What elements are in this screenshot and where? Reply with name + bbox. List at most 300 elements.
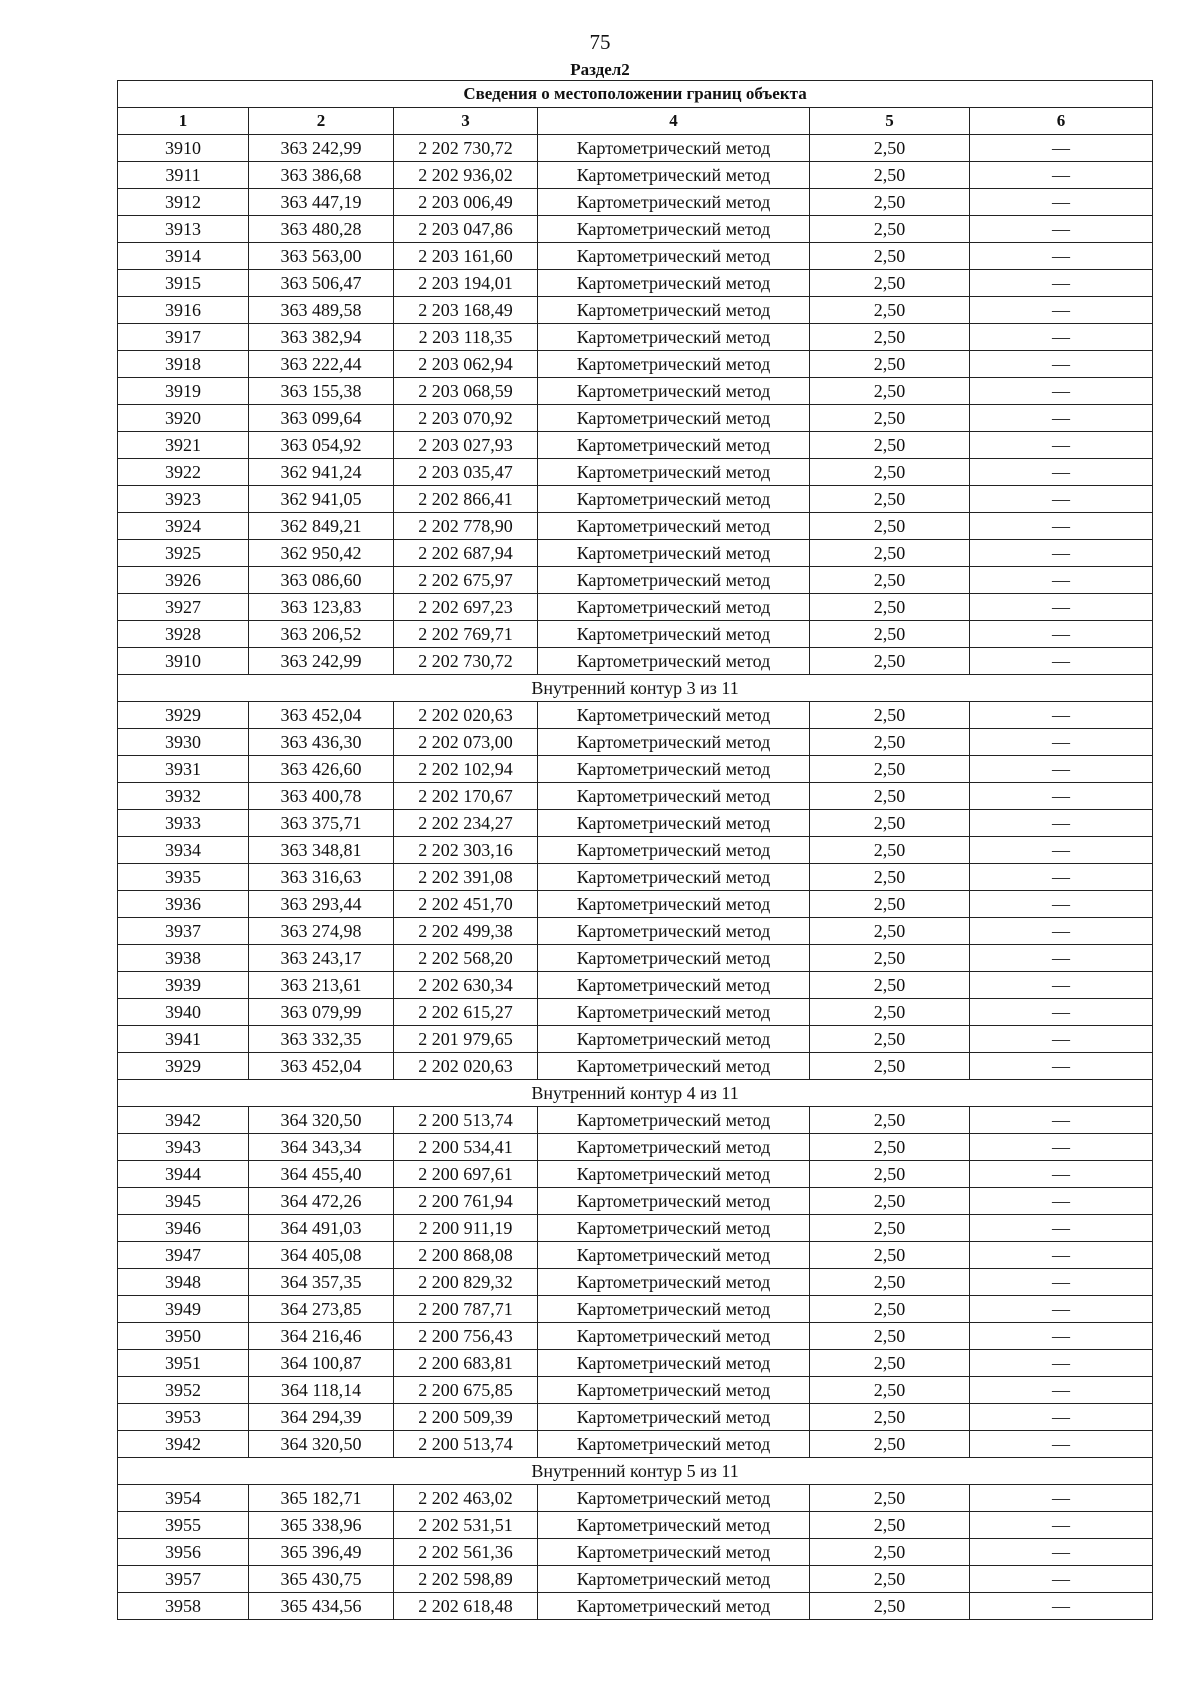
method-cell: Картометрический метод bbox=[538, 216, 810, 243]
table-row bbox=[118, 1161, 1153, 1188]
method-cell: Картометрический метод bbox=[538, 351, 810, 378]
description-cell: — bbox=[970, 1188, 1153, 1215]
coordinate-x-cell: 364 320,50 bbox=[249, 1431, 394, 1458]
description-cell: — bbox=[970, 756, 1153, 783]
coordinate-x-cell: 363 489,58 bbox=[249, 297, 394, 324]
description-cell: — bbox=[970, 1134, 1153, 1161]
method-cell: Картометрический метод bbox=[538, 837, 810, 864]
point-number-cell: 3948 bbox=[118, 1269, 249, 1296]
method-cell: Картометрический метод bbox=[538, 1377, 810, 1404]
description-cell: — bbox=[970, 1215, 1153, 1242]
coordinate-x-cell: 363 386,68 bbox=[249, 162, 394, 189]
table-row bbox=[118, 1512, 1153, 1539]
coordinate-y-cell: 2 200 868,08 bbox=[394, 1242, 538, 1269]
coordinate-x-cell: 364 216,46 bbox=[249, 1323, 394, 1350]
point-number-cell: 3958 bbox=[118, 1593, 249, 1620]
description-cell: — bbox=[970, 918, 1153, 945]
accuracy-cell: 2,50 bbox=[810, 432, 970, 459]
coordinate-y-cell: 2 201 979,65 bbox=[394, 1026, 538, 1053]
accuracy-cell: 2,50 bbox=[810, 1242, 970, 1269]
table-row bbox=[118, 1215, 1153, 1242]
table-row bbox=[118, 486, 1153, 513]
accuracy-cell: 2,50 bbox=[810, 1134, 970, 1161]
accuracy-cell: 2,50 bbox=[810, 1512, 970, 1539]
table-row bbox=[118, 432, 1153, 459]
method-cell: Картометрический метод bbox=[538, 1566, 810, 1593]
method-cell: Картометрический метод bbox=[538, 189, 810, 216]
coordinate-x-cell: 364 455,40 bbox=[249, 1161, 394, 1188]
point-number-cell: 3914 bbox=[118, 243, 249, 270]
point-number-cell: 3940 bbox=[118, 999, 249, 1026]
accuracy-cell: 2,50 bbox=[810, 756, 970, 783]
accuracy-cell: 2,50 bbox=[810, 891, 970, 918]
coordinate-y-cell: 2 202 102,94 bbox=[394, 756, 538, 783]
table-row bbox=[118, 999, 1153, 1026]
method-cell: Картометрический метод bbox=[538, 1215, 810, 1242]
description-cell: — bbox=[970, 1431, 1153, 1458]
method-cell: Картометрический метод bbox=[538, 1350, 810, 1377]
description-cell: — bbox=[970, 810, 1153, 837]
accuracy-cell: 2,50 bbox=[810, 405, 970, 432]
point-number-cell: 3912 bbox=[118, 189, 249, 216]
table-row bbox=[118, 864, 1153, 891]
point-number-cell: 3953 bbox=[118, 1404, 249, 1431]
table-row bbox=[118, 540, 1153, 567]
point-number-cell: 3919 bbox=[118, 378, 249, 405]
table-row bbox=[118, 1296, 1153, 1323]
table-row bbox=[118, 1350, 1153, 1377]
coordinate-x-cell: 363 316,63 bbox=[249, 864, 394, 891]
method-cell: Картометрический метод bbox=[538, 162, 810, 189]
point-number-cell: 3942 bbox=[118, 1431, 249, 1458]
coordinate-y-cell: 2 200 761,94 bbox=[394, 1188, 538, 1215]
table-row bbox=[118, 1539, 1153, 1566]
method-cell: Картометрический метод bbox=[538, 1593, 810, 1620]
accuracy-cell: 2,50 bbox=[810, 999, 970, 1026]
method-cell: Картометрический метод bbox=[538, 297, 810, 324]
method-cell: Картометрический метод bbox=[538, 648, 810, 675]
accuracy-cell: 2,50 bbox=[810, 216, 970, 243]
description-cell: — bbox=[970, 1107, 1153, 1134]
point-number-cell: 3915 bbox=[118, 270, 249, 297]
table-row bbox=[118, 621, 1153, 648]
coordinate-y-cell: 2 203 168,49 bbox=[394, 297, 538, 324]
coordinate-y-cell: 2 203 006,49 bbox=[394, 189, 538, 216]
coordinate-y-cell: 2 202 697,23 bbox=[394, 594, 538, 621]
description-cell: — bbox=[970, 378, 1153, 405]
description-cell: — bbox=[970, 1377, 1153, 1404]
coordinate-y-cell: 2 203 062,94 bbox=[394, 351, 538, 378]
column-header-5: 5 bbox=[810, 108, 970, 135]
table-row bbox=[118, 378, 1153, 405]
coordinate-y-cell: 2 202 769,71 bbox=[394, 621, 538, 648]
description-cell: — bbox=[970, 621, 1153, 648]
accuracy-cell: 2,50 bbox=[810, 1107, 970, 1134]
coordinate-y-cell: 2 200 534,41 bbox=[394, 1134, 538, 1161]
table-row bbox=[118, 189, 1153, 216]
coordinate-y-cell: 2 200 697,61 bbox=[394, 1161, 538, 1188]
table-row bbox=[118, 513, 1153, 540]
table-row bbox=[118, 459, 1153, 486]
table-row bbox=[118, 1485, 1153, 1512]
boundary-coordinates-table bbox=[117, 80, 1153, 1620]
point-number-cell: 3925 bbox=[118, 540, 249, 567]
table-row bbox=[118, 1404, 1153, 1431]
method-cell: Картометрический метод bbox=[538, 972, 810, 999]
accuracy-cell: 2,50 bbox=[810, 1377, 970, 1404]
coordinate-x-cell: 362 950,42 bbox=[249, 540, 394, 567]
coordinate-x-cell: 363 054,92 bbox=[249, 432, 394, 459]
coordinate-x-cell: 364 343,34 bbox=[249, 1134, 394, 1161]
table-row bbox=[118, 405, 1153, 432]
point-number-cell: 3943 bbox=[118, 1134, 249, 1161]
point-number-cell: 3945 bbox=[118, 1188, 249, 1215]
accuracy-cell: 2,50 bbox=[810, 1404, 970, 1431]
description-cell: — bbox=[970, 1269, 1153, 1296]
contour-label-row bbox=[118, 1080, 1153, 1107]
accuracy-cell: 2,50 bbox=[810, 1188, 970, 1215]
point-number-cell: 3946 bbox=[118, 1215, 249, 1242]
method-cell: Картометрический метод bbox=[538, 378, 810, 405]
coordinate-x-cell: 363 436,30 bbox=[249, 729, 394, 756]
coordinate-y-cell: 2 202 630,34 bbox=[394, 972, 538, 999]
method-cell: Картометрический метод bbox=[538, 567, 810, 594]
table-row bbox=[118, 945, 1153, 972]
coordinate-x-cell: 364 100,87 bbox=[249, 1350, 394, 1377]
table-row bbox=[118, 837, 1153, 864]
table-row bbox=[118, 297, 1153, 324]
coordinate-x-cell: 363 563,00 bbox=[249, 243, 394, 270]
column-header-4: 4 bbox=[538, 108, 810, 135]
accuracy-cell: 2,50 bbox=[810, 1593, 970, 1620]
table-row bbox=[118, 702, 1153, 729]
section-title: Раздел2 bbox=[570, 60, 630, 79]
description-cell: — bbox=[970, 1026, 1153, 1053]
table-row bbox=[118, 162, 1153, 189]
method-cell: Картометрический метод bbox=[538, 729, 810, 756]
method-cell: Картометрический метод bbox=[538, 1188, 810, 1215]
method-cell: Картометрический метод bbox=[538, 621, 810, 648]
coordinate-x-cell: 363 447,19 bbox=[249, 189, 394, 216]
accuracy-cell: 2,50 bbox=[810, 1323, 970, 1350]
point-number-cell: 3918 bbox=[118, 351, 249, 378]
table-row bbox=[118, 216, 1153, 243]
coordinate-y-cell: 2 203 118,35 bbox=[394, 324, 538, 351]
coordinate-y-cell: 2 203 070,92 bbox=[394, 405, 538, 432]
accuracy-cell: 2,50 bbox=[810, 324, 970, 351]
accuracy-cell: 2,50 bbox=[810, 972, 970, 999]
table-row bbox=[118, 594, 1153, 621]
table-row bbox=[118, 1053, 1153, 1080]
accuracy-cell: 2,50 bbox=[810, 1539, 970, 1566]
method-cell: Картометрический метод bbox=[538, 513, 810, 540]
point-number-cell: 3926 bbox=[118, 567, 249, 594]
description-cell: — bbox=[970, 1539, 1153, 1566]
table-caption: Сведения о местоположении границ объекта bbox=[118, 81, 1153, 108]
coordinate-x-cell: 363 242,99 bbox=[249, 135, 394, 162]
method-cell: Картометрический метод bbox=[538, 324, 810, 351]
description-cell: — bbox=[970, 459, 1153, 486]
point-number-cell: 3923 bbox=[118, 486, 249, 513]
accuracy-cell: 2,50 bbox=[810, 567, 970, 594]
coordinate-y-cell: 2 202 730,72 bbox=[394, 648, 538, 675]
coordinate-y-cell: 2 202 687,94 bbox=[394, 540, 538, 567]
description-cell: — bbox=[970, 1485, 1153, 1512]
coordinate-x-cell: 363 348,81 bbox=[249, 837, 394, 864]
description-cell: — bbox=[970, 243, 1153, 270]
description-cell: — bbox=[970, 1161, 1153, 1188]
method-cell: Картометрический метод bbox=[538, 135, 810, 162]
table-row bbox=[118, 270, 1153, 297]
table-row bbox=[118, 243, 1153, 270]
point-number-cell: 3921 bbox=[118, 432, 249, 459]
coordinate-x-cell: 363 480,28 bbox=[249, 216, 394, 243]
coordinate-x-cell: 365 430,75 bbox=[249, 1566, 394, 1593]
column-header-row bbox=[118, 108, 1153, 135]
table-row bbox=[118, 1593, 1153, 1620]
coordinate-y-cell: 2 203 035,47 bbox=[394, 459, 538, 486]
point-number-cell: 3947 bbox=[118, 1242, 249, 1269]
description-cell: — bbox=[970, 594, 1153, 621]
table-row bbox=[118, 1026, 1153, 1053]
contour-label: Внутренний контур 3 из 11 bbox=[118, 675, 1153, 702]
table-row bbox=[118, 567, 1153, 594]
point-number-cell: 3910 bbox=[118, 135, 249, 162]
point-number-cell: 3951 bbox=[118, 1350, 249, 1377]
coordinate-x-cell: 363 242,99 bbox=[249, 648, 394, 675]
point-number-cell: 3931 bbox=[118, 756, 249, 783]
description-cell: — bbox=[970, 1053, 1153, 1080]
accuracy-cell: 2,50 bbox=[810, 351, 970, 378]
point-number-cell: 3938 bbox=[118, 945, 249, 972]
table-row bbox=[118, 1566, 1153, 1593]
accuracy-cell: 2,50 bbox=[810, 1161, 970, 1188]
contour-label-row bbox=[118, 675, 1153, 702]
accuracy-cell: 2,50 bbox=[810, 648, 970, 675]
point-number-cell: 3939 bbox=[118, 972, 249, 999]
point-number-cell: 3949 bbox=[118, 1296, 249, 1323]
coordinate-y-cell: 2 203 161,60 bbox=[394, 243, 538, 270]
point-number-cell: 3930 bbox=[118, 729, 249, 756]
method-cell: Картометрический метод bbox=[538, 1026, 810, 1053]
coordinate-y-cell: 2 203 068,59 bbox=[394, 378, 538, 405]
point-number-cell: 3922 bbox=[118, 459, 249, 486]
coordinate-y-cell: 2 202 561,36 bbox=[394, 1539, 538, 1566]
description-cell: — bbox=[970, 1593, 1153, 1620]
accuracy-cell: 2,50 bbox=[810, 1053, 970, 1080]
description-cell: — bbox=[970, 297, 1153, 324]
method-cell: Картометрический метод bbox=[538, 1107, 810, 1134]
coordinate-y-cell: 2 202 170,67 bbox=[394, 783, 538, 810]
method-cell: Картометрический метод bbox=[538, 756, 810, 783]
table-row bbox=[118, 351, 1153, 378]
coordinate-x-cell: 365 182,71 bbox=[249, 1485, 394, 1512]
accuracy-cell: 2,50 bbox=[810, 459, 970, 486]
accuracy-cell: 2,50 bbox=[810, 729, 970, 756]
table-row bbox=[118, 135, 1153, 162]
point-number-cell: 3913 bbox=[118, 216, 249, 243]
coordinate-y-cell: 2 203 194,01 bbox=[394, 270, 538, 297]
accuracy-cell: 2,50 bbox=[810, 297, 970, 324]
point-number-cell: 3924 bbox=[118, 513, 249, 540]
description-cell: — bbox=[970, 513, 1153, 540]
description-cell: — bbox=[970, 540, 1153, 567]
coordinate-x-cell: 363 293,44 bbox=[249, 891, 394, 918]
coordinate-x-cell: 364 273,85 bbox=[249, 1296, 394, 1323]
description-cell: — bbox=[970, 1566, 1153, 1593]
point-number-cell: 3956 bbox=[118, 1539, 249, 1566]
method-cell: Картометрический метод bbox=[538, 1053, 810, 1080]
accuracy-cell: 2,50 bbox=[810, 1350, 970, 1377]
description-cell: — bbox=[970, 351, 1153, 378]
method-cell: Картометрический метод bbox=[538, 1296, 810, 1323]
method-cell: Картометрический метод bbox=[538, 702, 810, 729]
accuracy-cell: 2,50 bbox=[810, 864, 970, 891]
coordinate-x-cell: 363 155,38 bbox=[249, 378, 394, 405]
point-number-cell: 3937 bbox=[118, 918, 249, 945]
coordinate-y-cell: 2 202 463,02 bbox=[394, 1485, 538, 1512]
coordinate-x-cell: 363 213,61 bbox=[249, 972, 394, 999]
table-row bbox=[118, 756, 1153, 783]
method-cell: Картометрический метод bbox=[538, 945, 810, 972]
point-number-cell: 3942 bbox=[118, 1107, 249, 1134]
table-row bbox=[118, 891, 1153, 918]
method-cell: Картометрический метод bbox=[538, 1134, 810, 1161]
coordinate-y-cell: 2 202 568,20 bbox=[394, 945, 538, 972]
method-cell: Картометрический метод bbox=[538, 405, 810, 432]
method-cell: Картометрический метод bbox=[538, 864, 810, 891]
method-cell: Картометрический метод bbox=[538, 783, 810, 810]
coordinate-y-cell: 2 200 509,39 bbox=[394, 1404, 538, 1431]
coordinate-x-cell: 363 452,04 bbox=[249, 702, 394, 729]
description-cell: — bbox=[970, 1512, 1153, 1539]
coordinate-y-cell: 2 200 675,85 bbox=[394, 1377, 538, 1404]
accuracy-cell: 2,50 bbox=[810, 243, 970, 270]
table-body bbox=[118, 135, 1153, 1620]
description-cell: — bbox=[970, 189, 1153, 216]
point-number-cell: 3935 bbox=[118, 864, 249, 891]
coordinate-y-cell: 2 200 787,71 bbox=[394, 1296, 538, 1323]
description-cell: — bbox=[970, 324, 1153, 351]
method-cell: Картометрический метод bbox=[538, 243, 810, 270]
method-cell: Картометрический метод bbox=[538, 270, 810, 297]
coordinate-x-cell: 363 382,94 bbox=[249, 324, 394, 351]
coordinate-x-cell: 364 118,14 bbox=[249, 1377, 394, 1404]
coordinate-y-cell: 2 202 936,02 bbox=[394, 162, 538, 189]
description-cell: — bbox=[970, 864, 1153, 891]
coordinate-x-cell: 363 099,64 bbox=[249, 405, 394, 432]
coordinate-y-cell: 2 202 303,16 bbox=[394, 837, 538, 864]
description-cell: — bbox=[970, 405, 1153, 432]
coordinate-x-cell: 364 472,26 bbox=[249, 1188, 394, 1215]
description-cell: — bbox=[970, 567, 1153, 594]
point-number-cell: 3916 bbox=[118, 297, 249, 324]
description-cell: — bbox=[970, 702, 1153, 729]
accuracy-cell: 2,50 bbox=[810, 594, 970, 621]
coordinate-y-cell: 2 202 866,41 bbox=[394, 486, 538, 513]
description-cell: — bbox=[970, 972, 1153, 999]
description-cell: — bbox=[970, 1350, 1153, 1377]
accuracy-cell: 2,50 bbox=[810, 783, 970, 810]
coordinate-y-cell: 2 200 513,74 bbox=[394, 1431, 538, 1458]
point-number-cell: 3954 bbox=[118, 1485, 249, 1512]
method-cell: Картометрический метод bbox=[538, 1269, 810, 1296]
description-cell: — bbox=[970, 891, 1153, 918]
description-cell: — bbox=[970, 999, 1153, 1026]
method-cell: Картометрический метод bbox=[538, 432, 810, 459]
coordinate-x-cell: 363 506,47 bbox=[249, 270, 394, 297]
method-cell: Картометрический метод bbox=[538, 810, 810, 837]
point-number-cell: 3950 bbox=[118, 1323, 249, 1350]
method-cell: Картометрический метод bbox=[538, 1404, 810, 1431]
accuracy-cell: 2,50 bbox=[810, 1431, 970, 1458]
table-row bbox=[118, 729, 1153, 756]
column-header-3: 3 bbox=[394, 108, 538, 135]
coordinate-x-cell: 364 320,50 bbox=[249, 1107, 394, 1134]
description-cell: — bbox=[970, 486, 1153, 513]
coordinate-y-cell: 2 202 020,63 bbox=[394, 702, 538, 729]
table-row bbox=[118, 324, 1153, 351]
coordinate-x-cell: 363 426,60 bbox=[249, 756, 394, 783]
coordinate-x-cell: 364 405,08 bbox=[249, 1242, 394, 1269]
point-number-cell: 3910 bbox=[118, 648, 249, 675]
point-number-cell: 3944 bbox=[118, 1161, 249, 1188]
column-header-2: 2 bbox=[249, 108, 394, 135]
point-number-cell: 3955 bbox=[118, 1512, 249, 1539]
coordinate-y-cell: 2 202 675,97 bbox=[394, 567, 538, 594]
coordinate-y-cell: 2 202 451,70 bbox=[394, 891, 538, 918]
point-number-cell: 3934 bbox=[118, 837, 249, 864]
method-cell: Картометрический метод bbox=[538, 1485, 810, 1512]
accuracy-cell: 2,50 bbox=[810, 486, 970, 513]
coordinate-x-cell: 363 079,99 bbox=[249, 999, 394, 1026]
table-row bbox=[118, 1107, 1153, 1134]
contour-label-row bbox=[118, 1458, 1153, 1485]
table-row bbox=[118, 810, 1153, 837]
description-cell: — bbox=[970, 837, 1153, 864]
column-header-1: 1 bbox=[118, 108, 249, 135]
table-row bbox=[118, 972, 1153, 999]
accuracy-cell: 2,50 bbox=[810, 513, 970, 540]
coordinate-y-cell: 2 200 756,43 bbox=[394, 1323, 538, 1350]
accuracy-cell: 2,50 bbox=[810, 918, 970, 945]
coordinate-y-cell: 2 203 027,93 bbox=[394, 432, 538, 459]
page-number: 75 bbox=[589, 30, 611, 54]
method-cell: Картометрический метод bbox=[538, 1512, 810, 1539]
table-row bbox=[118, 1188, 1153, 1215]
coordinate-y-cell: 2 200 513,74 bbox=[394, 1107, 538, 1134]
accuracy-cell: 2,50 bbox=[810, 1485, 970, 1512]
accuracy-cell: 2,50 bbox=[810, 945, 970, 972]
point-number-cell: 3936 bbox=[118, 891, 249, 918]
coordinate-y-cell: 2 200 683,81 bbox=[394, 1350, 538, 1377]
accuracy-cell: 2,50 bbox=[810, 1269, 970, 1296]
description-cell: — bbox=[970, 1296, 1153, 1323]
coordinate-x-cell: 363 243,17 bbox=[249, 945, 394, 972]
coordinate-y-cell: 2 203 047,86 bbox=[394, 216, 538, 243]
method-cell: Картометрический метод bbox=[538, 1323, 810, 1350]
coordinate-y-cell: 2 202 778,90 bbox=[394, 513, 538, 540]
coordinate-x-cell: 365 338,96 bbox=[249, 1512, 394, 1539]
method-cell: Картометрический метод bbox=[538, 1161, 810, 1188]
method-cell: Картометрический метод bbox=[538, 1539, 810, 1566]
accuracy-cell: 2,50 bbox=[810, 1026, 970, 1053]
point-number-cell: 3952 bbox=[118, 1377, 249, 1404]
table-row bbox=[118, 648, 1153, 675]
coordinate-y-cell: 2 202 234,27 bbox=[394, 810, 538, 837]
description-cell: — bbox=[970, 216, 1153, 243]
point-number-cell: 3957 bbox=[118, 1566, 249, 1593]
